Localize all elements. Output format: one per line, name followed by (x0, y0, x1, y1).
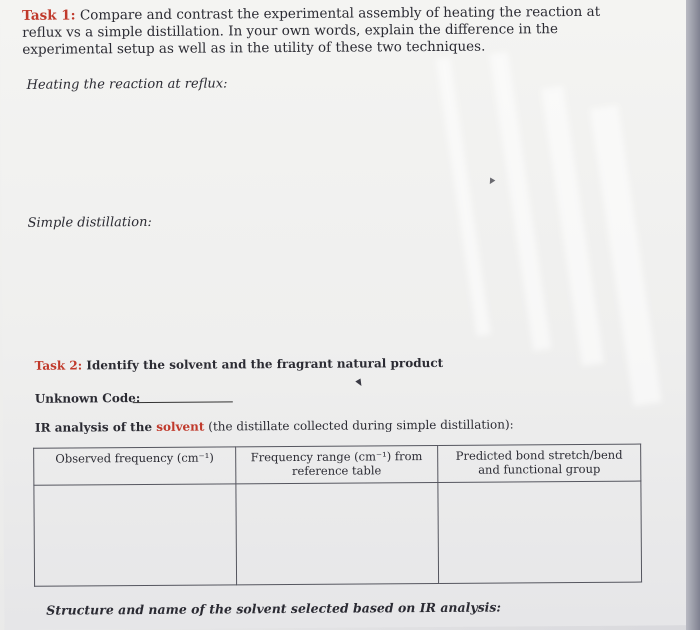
ir-analysis-highlight: solvent (156, 419, 205, 434)
task1-prompt (22, 4, 622, 59)
ir-analysis-prefix: IR analysis of the (34, 419, 157, 435)
table-cell-range[interactable] (236, 482, 439, 584)
page-edge-shadow (686, 0, 700, 630)
task2-text: Identify the solvent and the fragrant natural product (82, 355, 444, 373)
unknown-code-label: Unknown Code: (34, 391, 141, 406)
task1-label: Task 1: (22, 7, 76, 24)
ir-table (33, 444, 642, 587)
table-header-row (34, 444, 641, 485)
table-row (34, 481, 642, 586)
structure-label: Structure and name of the solvent selected based on IR analysis: (46, 599, 502, 618)
ir-analysis-suffix: (the distillate collected during simple distillation): (204, 417, 514, 434)
heating-reflux-label: Heating the reaction at reflux: (26, 76, 228, 93)
task2-prompt (35, 356, 444, 373)
ir-analysis-heading (35, 417, 514, 434)
table-header-cell: Observed frequency (cm⁻¹) (34, 447, 236, 485)
table-cell-predicted[interactable] (438, 481, 642, 583)
table-cell-observed[interactable] (34, 484, 237, 586)
cursor-icon (355, 378, 364, 387)
task1-text: Compare and contrast the experimental assembly of heating the reaction at reflux vs a simple distillation. In your own words, explain the difference in the experimental setup as well as in the utility of these two techniques. (22, 3, 601, 58)
task2-label: Task 2: (34, 358, 83, 373)
pen-mark-icon (487, 177, 495, 185)
table-header-cell: Predicted bond stretch/bend and functional group (438, 444, 641, 482)
light-streak (436, 57, 491, 336)
unknown-code-field[interactable] (133, 401, 233, 403)
simple-distillation-label: Simple distillation: (27, 214, 152, 231)
table-header-cell: Frequency range (cm⁻¹) from reference table (235, 445, 437, 483)
